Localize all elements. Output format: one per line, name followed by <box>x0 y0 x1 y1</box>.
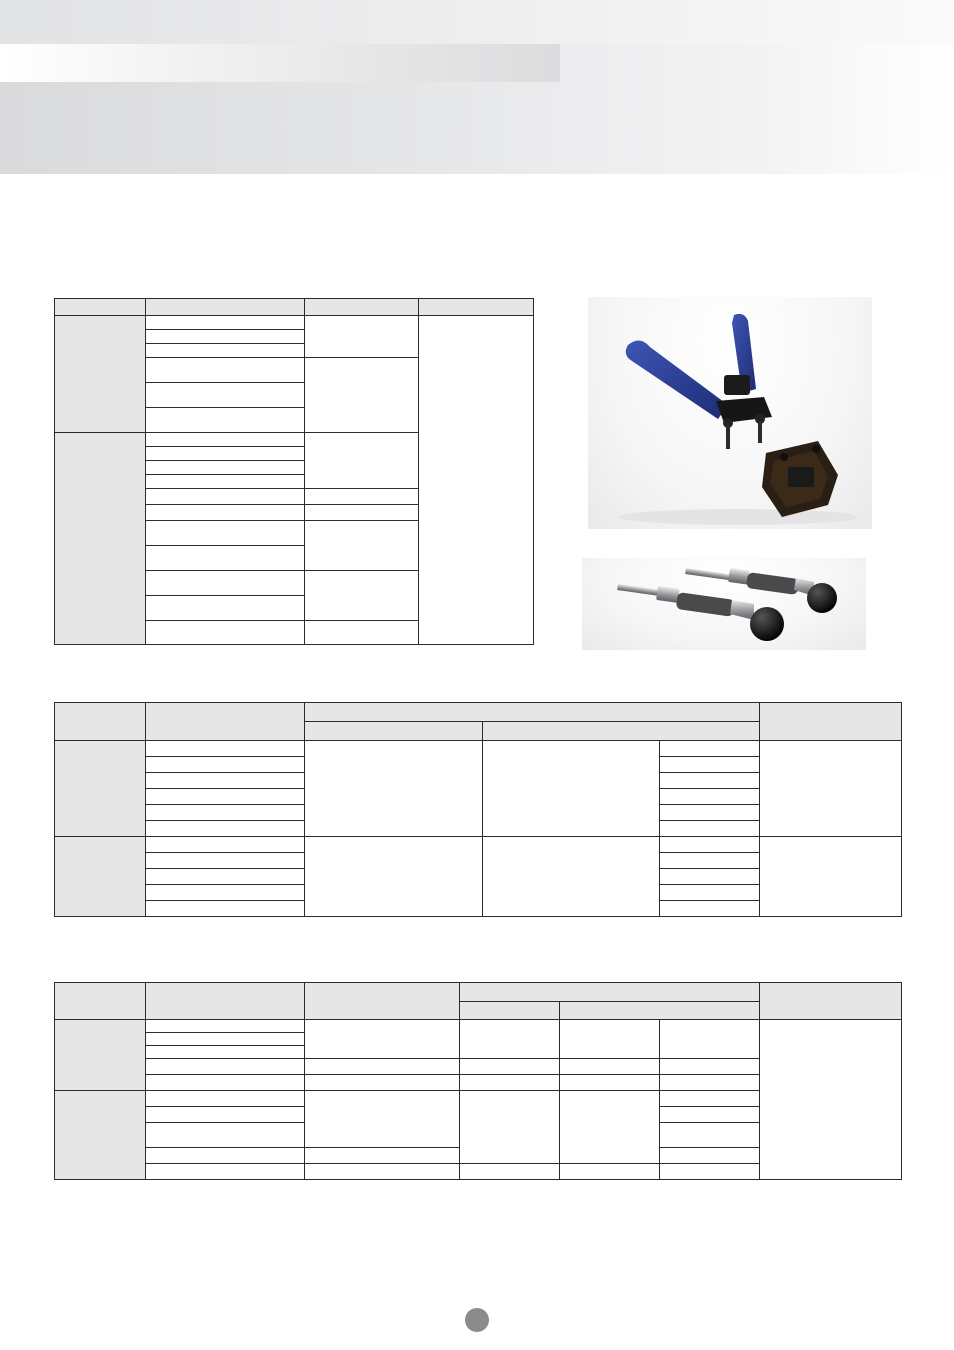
table-cell <box>146 885 305 901</box>
table-header-cell <box>305 703 760 722</box>
table-group-cell <box>55 1020 146 1091</box>
table-cell <box>146 1075 305 1091</box>
page-number-marker <box>465 1308 489 1332</box>
table-cell <box>660 1075 760 1091</box>
table-cell <box>146 1123 305 1148</box>
table-cell <box>660 853 760 869</box>
table-cell <box>146 621 305 645</box>
table-header-row <box>55 983 902 1002</box>
table-cell <box>305 521 419 571</box>
table-cell <box>146 789 305 805</box>
table-cell <box>146 461 305 475</box>
table-group-cell <box>55 837 146 917</box>
table-cell <box>146 1107 305 1123</box>
extraction-tool-icon <box>582 558 866 650</box>
table-row <box>55 741 902 757</box>
table-cell <box>460 1091 560 1164</box>
table-cell <box>660 837 760 853</box>
table-cell <box>760 1020 902 1180</box>
table-cell <box>660 773 760 789</box>
table-cell <box>760 741 902 837</box>
table-header-cell <box>305 722 483 741</box>
table-cell <box>460 1020 560 1059</box>
table-header-row <box>55 703 902 722</box>
table-cell <box>560 1059 660 1075</box>
table-group-cell <box>55 433 146 645</box>
table-row <box>55 316 534 330</box>
table-header-cell <box>560 1002 760 1020</box>
table-group-cell <box>55 316 146 433</box>
table-cell <box>305 741 483 837</box>
table-cell <box>146 505 305 521</box>
table-group-cell <box>55 741 146 837</box>
table-cell <box>146 383 305 408</box>
table-cell <box>146 1091 305 1107</box>
table-cell <box>146 757 305 773</box>
spec-table-3 <box>54 982 902 1180</box>
table-cell <box>305 433 419 489</box>
table-cell <box>146 344 305 358</box>
table-cell <box>660 1148 760 1164</box>
table-row <box>55 1020 902 1033</box>
table-cell <box>660 869 760 885</box>
table-cell <box>460 1164 560 1180</box>
table-cell <box>460 1075 560 1091</box>
table-header-cell <box>419 299 534 316</box>
table-cell <box>146 408 305 433</box>
table-header-cell <box>305 983 460 1020</box>
table-header-cell <box>305 299 419 316</box>
table-cell <box>560 1075 660 1091</box>
table-cell <box>146 1046 305 1059</box>
table-cell <box>305 1148 460 1164</box>
table-cell <box>146 837 305 853</box>
table-cell <box>146 773 305 789</box>
table-cell <box>660 1164 760 1180</box>
table-cell <box>146 316 305 330</box>
table-cell <box>305 1164 460 1180</box>
table-cell <box>146 571 305 596</box>
table-header-cell <box>55 299 146 316</box>
table-cell <box>305 1075 460 1091</box>
table-group-cell <box>55 1091 146 1180</box>
table-cell <box>660 1059 760 1075</box>
table-cell <box>305 621 419 645</box>
table-header-cell <box>460 1002 560 1020</box>
table-cell <box>660 885 760 901</box>
table-cell <box>146 358 305 383</box>
table-cell <box>146 1164 305 1180</box>
extraction-tools-photo <box>582 558 866 650</box>
table-cell <box>146 596 305 621</box>
table-cell <box>146 447 305 461</box>
table-cell <box>560 1091 660 1164</box>
header-top-strip <box>0 0 954 44</box>
table-cell <box>305 489 419 505</box>
table-cell <box>483 741 660 837</box>
title-bar <box>0 44 560 82</box>
table-row <box>55 837 902 853</box>
table-cell <box>146 546 305 571</box>
table-cell <box>146 805 305 821</box>
table-cell <box>419 316 534 645</box>
table-cell <box>146 1059 305 1075</box>
table-cell <box>305 571 419 621</box>
table-header-cell <box>55 703 146 741</box>
table-cell <box>305 1059 460 1075</box>
table-cell <box>146 1020 305 1033</box>
table-header-row <box>55 299 534 316</box>
table-cell <box>146 741 305 757</box>
spec-table-1 <box>54 298 534 645</box>
table-cell <box>146 901 305 917</box>
table-cell <box>660 821 760 837</box>
table-cell <box>660 805 760 821</box>
table-cell <box>146 1148 305 1164</box>
table-header-cell <box>460 983 760 1002</box>
table-cell <box>146 330 305 344</box>
table-cell <box>305 316 419 358</box>
table-cell <box>305 837 483 917</box>
table-cell <box>146 853 305 869</box>
table-cell <box>146 869 305 885</box>
table-cell <box>660 1107 760 1123</box>
table-header-cell <box>760 703 902 741</box>
spec-table-2 <box>54 702 902 917</box>
table-cell <box>660 757 760 773</box>
table-cell <box>146 489 305 505</box>
table-cell <box>560 1164 660 1180</box>
table-cell <box>660 901 760 917</box>
table-cell <box>305 1091 460 1148</box>
table-header-cell <box>146 299 305 316</box>
table-header-cell <box>146 983 305 1020</box>
table-header-cell <box>55 983 146 1020</box>
table-cell <box>660 789 760 805</box>
table-cell <box>460 1059 560 1075</box>
table-cell <box>660 741 760 757</box>
table-cell <box>305 1020 460 1059</box>
crimp-tool-photo <box>588 297 872 529</box>
table-cell <box>483 837 660 917</box>
table-cell <box>305 358 419 433</box>
table-cell <box>660 1123 760 1148</box>
table-cell <box>146 821 305 837</box>
crimp-tool-icon <box>588 297 872 529</box>
table-cell <box>146 521 305 546</box>
table-cell <box>146 475 305 489</box>
table-cell <box>660 1020 760 1059</box>
table-header-cell <box>760 983 902 1020</box>
table-cell <box>760 837 902 917</box>
table-header-cell <box>483 722 760 741</box>
table-header-cell <box>146 703 305 741</box>
table-cell <box>660 1091 760 1107</box>
table-cell <box>305 505 419 521</box>
table-cell <box>146 433 305 447</box>
table-cell <box>146 1033 305 1046</box>
table-cell <box>560 1020 660 1059</box>
